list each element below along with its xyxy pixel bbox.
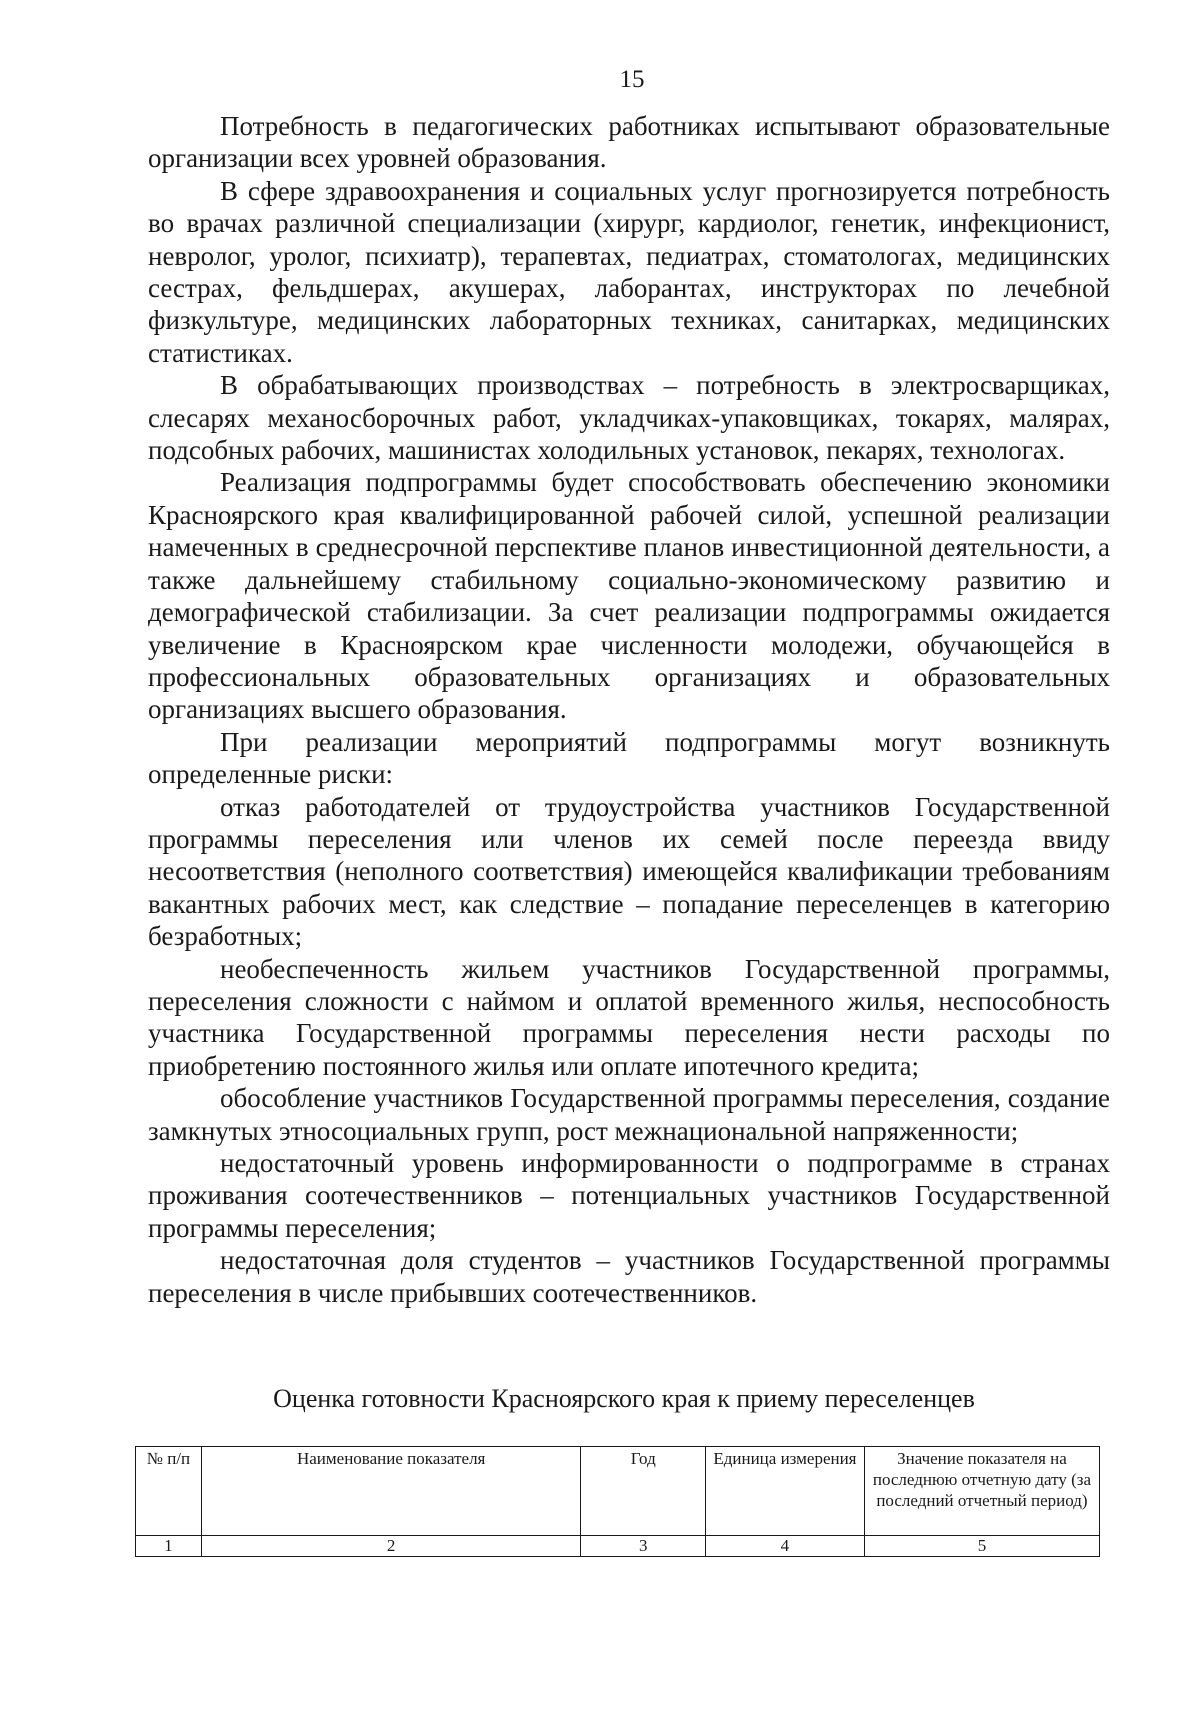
body-text <box>148 110 1110 1309</box>
numbering-cell: 1 <box>136 1536 202 1557</box>
paragraph-risks-intro: При реализации мероприятий подпрограммы могут возникнуть определенные риски: <box>148 726 1110 790</box>
numbering-cell: 4 <box>705 1536 864 1557</box>
paragraph-risk-isolation: обособление участников Государственной программы переселения, создание замкнутых этносоциальных групп, рост межнациональной напряженности; <box>148 1083 1110 1146</box>
header-number: № п/п <box>136 1447 202 1536</box>
paragraph-risk-students: недостаточная доля студентов – участников Государственной программы переселения в числе прибывших соотечественников. <box>148 1245 1110 1308</box>
header-unit: Единица измерения <box>705 1447 864 1536</box>
table-title: Оценка готовности Красноярского края к приему переселенцев <box>273 1384 975 1413</box>
numbering-cell: 3 <box>581 1536 705 1557</box>
page-number: 15 <box>619 66 645 93</box>
paragraph-risk-employers: отказ работодателей от трудоустройства участников Государственной программы переселения или членов их семей после переезда ввиду несоответствия (неполного соответствия) имеющейся квалификации требованиям вакантных рабочих мест, как следствие – попадание переселенцев в категорию безработных; <box>148 791 1110 952</box>
numbering-cell: 2 <box>201 1536 581 1557</box>
paragraph-implementation: Реализация подпрограммы будет способствовать обеспечению экономики Красноярского края квалифицированной рабочей силой, успешной реализации намеченных в среднесрочной перспективе планов инвестиционной деятельности, а также дальнейшему стабильному социально-экономическому развитию и демографической стабилизации. За счет реализации подпрограммы ожидается увеличение в Красноярском крае численности молодежи, обучающейся в профессиональных образовательных организациях и образовательных организациях высшего образования. <box>148 467 1110 725</box>
table-numbering-row <box>136 1536 1100 1557</box>
table-header-row <box>136 1447 1100 1536</box>
paragraph-manufacturing: В обрабатывающих производствах – потребность в электросварщиках, слесарях механосборочных работ, укладчиках-упаковщиках, токарях, малярах, подсобных рабочих, машинистах холодильных установок, пекарях, технологах. <box>148 370 1110 466</box>
paragraph-healthcare: В сфере здравоохранения и социальных услуг прогнозируется потребность во врачах различной специализации (хирург, кардиолог, генетик, инфекционист, невролог, уролог, психиатр), терапевтах, педиатрах, стоматологах, медицинских сестрах, фельдшерах, акушерах, лаборантах, инструкторах по лечебной физкультуре, медицинских лабораторных техниках, санитарках, медицинских статистиках. <box>148 175 1110 368</box>
paragraph-risk-housing: необеспеченность жильем участников Государственной программы, переселения сложности с наймом и оплатой временного жилья, неспособность участника Государственной программы переселения нести расходы по приобретению постоянного жилья или оплате ипотечного кредита; <box>148 953 1110 1081</box>
paragraph-risk-information: недостаточный уровень информированности о подпрограмме в странах проживания соотечественников – потенциальных участников Государственной программы переселения; <box>148 1148 1110 1243</box>
readiness-table <box>135 1446 1100 1557</box>
header-value: Значение показателя на последнюю отчетную дату (за последний отчетный период) <box>864 1447 1099 1536</box>
header-indicator-name: Наименование показателя <box>201 1447 581 1536</box>
numbering-cell: 5 <box>864 1536 1099 1557</box>
paragraph-teachers: Потребность в педагогических работниках испытывают образовательные организации всех уровней образования. <box>148 111 1110 174</box>
header-year: Год <box>581 1447 705 1536</box>
